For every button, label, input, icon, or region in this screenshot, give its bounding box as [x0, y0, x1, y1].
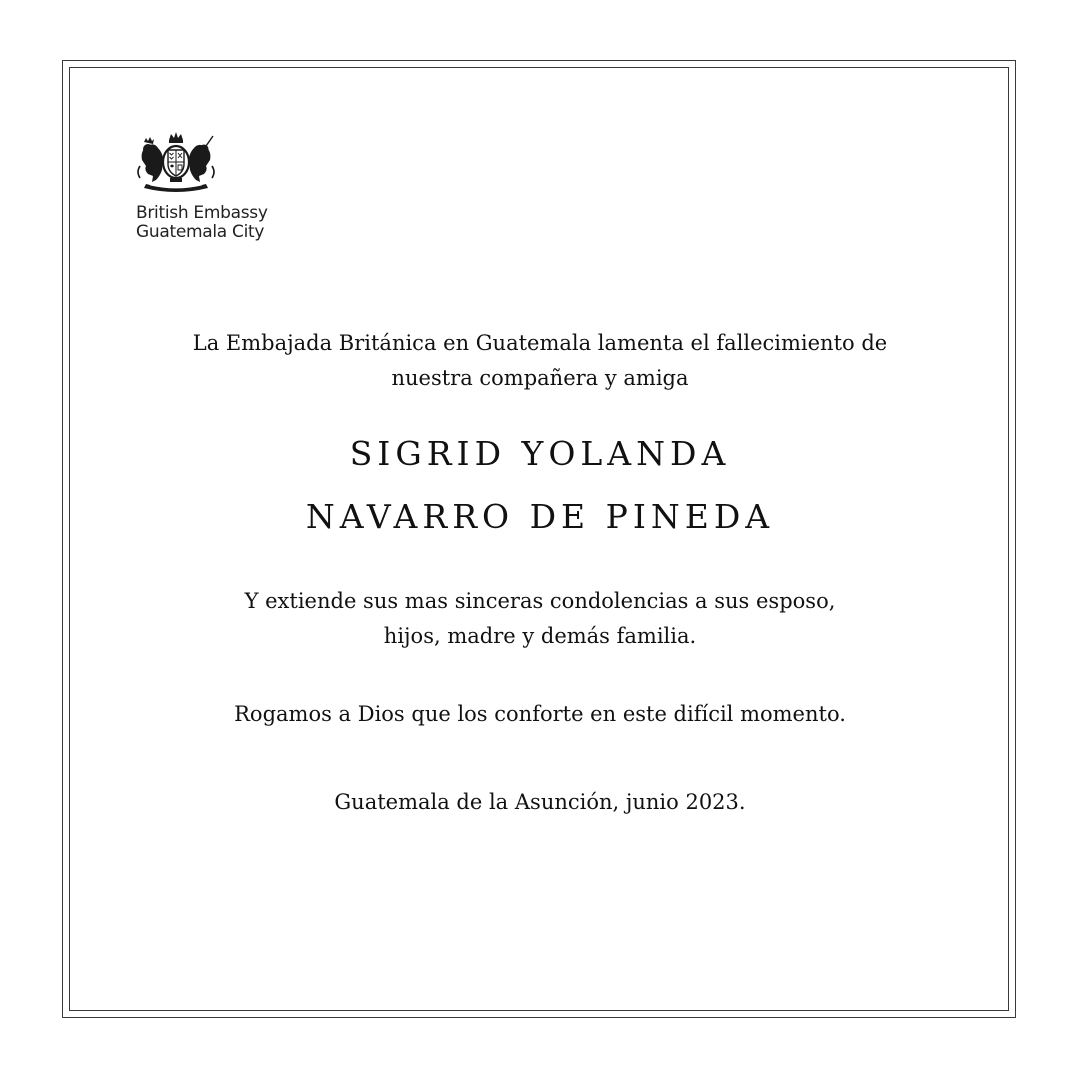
condolence-text: [100, 584, 980, 654]
embassy-city: Guatemala City: [136, 222, 265, 242]
condolence-line-2: hijos, madre y demás familia.: [383, 624, 697, 648]
place-date: [100, 785, 980, 820]
embassy-logo: [136, 130, 296, 242]
embassy-name: British Embassy: [136, 203, 268, 223]
royal-coat-of-arms-icon: [136, 130, 216, 196]
prayer-text: [100, 697, 980, 732]
deceased-surname: [100, 497, 980, 537]
deceased-name: [100, 434, 980, 474]
place-date-line: Guatemala de la Asunción, junio 2023.: [334, 790, 746, 814]
prayer-line: Rogamos a Dios que los conforte en este difícil momento.: [234, 702, 846, 726]
intro-text: [100, 326, 980, 396]
intro-line-2: nuestra compañera y amiga: [391, 366, 689, 390]
intro-line-1: La Embajada Británica en Guatemala lamenta el fallecimiento de: [192, 331, 888, 355]
name-line-2: NAVARRO DE PINEDA: [305, 497, 775, 536]
condolence-line-1: Y extiende sus mas sinceras condolencias a sus esposo,: [244, 589, 836, 613]
name-line-1: SIGRID YOLANDA: [349, 434, 731, 473]
